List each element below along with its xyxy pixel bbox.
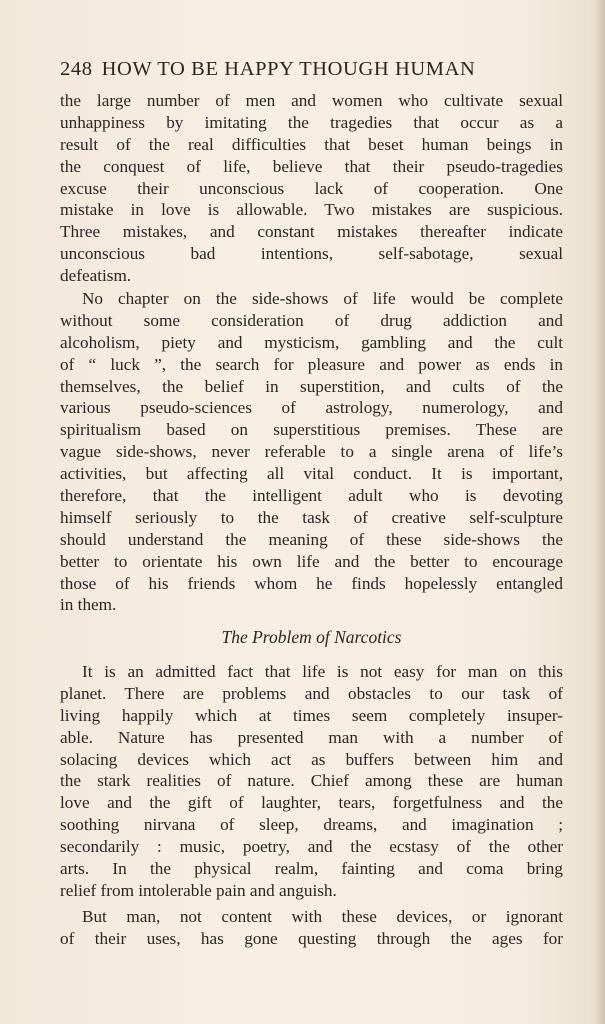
text-line: the large number of men and women who cultivate sexual <box>60 91 563 110</box>
paragraph-1 <box>60 90 563 287</box>
text-line: It is an admitted fact that life is not easy for man on this <box>82 662 563 681</box>
paragraph-2 <box>60 288 563 616</box>
section-heading: The Problem of Narcotics <box>221 627 402 647</box>
text-line: solacing devices which act as buffers between him and <box>60 749 563 769</box>
paragraph-4 <box>60 906 563 950</box>
text-line: soothing nirvana of sleep, dreams, and imagination ; <box>60 815 563 835</box>
text-line: those of his friends whom he finds hopelessly entangled <box>60 573 563 593</box>
text-line: defeatism. <box>60 266 132 286</box>
text-line: spiritualism based on superstitious premises. These are <box>60 420 563 440</box>
text-line: of their uses, has gone questing through the ages for <box>60 928 563 948</box>
text-line: But man, not content with these devices, or ignorant <box>82 907 563 926</box>
text-line: alcoholism, piety and mysticism, gambling and the cult <box>60 332 563 352</box>
text-line: himself seriously to the task of creative self-sculpture <box>60 507 563 527</box>
paragraph-3 <box>60 661 563 902</box>
text-line: themselves, the belief in superstition, and cults of the <box>60 376 563 396</box>
text-line: vague side-shows, never referable to a single arena of life’s <box>60 442 563 462</box>
text-line: activities, but affecting all vital conduct. It is important, <box>60 464 563 484</box>
text-line: in them. <box>60 595 117 615</box>
text-line: No chapter on the side-shows of life would be complete <box>82 289 563 308</box>
text-line: various pseudo-sciences of astrology, numerology, and <box>60 398 563 418</box>
text-line: should understand the meaning of these side-shows the <box>60 529 563 549</box>
text-line: arts. In the physical realm, fainting and coma bring <box>60 859 563 879</box>
text-line: unconscious bad intentions, self-sabotage, sexual <box>60 244 563 264</box>
text-line: excuse their unconscious lack of cooperation. One <box>60 178 563 198</box>
running-head: HOW TO BE HAPPY THOUGH HUMAN <box>101 58 476 80</box>
text-line: planet. There are problems and obstacles to our task of <box>60 683 563 703</box>
text-line: unhappiness by imitating the tragedies that occur as a <box>60 112 563 132</box>
text-line: Three mistakes, and constant mistakes thereafter indicate <box>60 222 563 242</box>
text-line: better to orientate his own life and the better to encourage <box>60 551 563 571</box>
text-line: able. Nature has presented man with a number of <box>60 727 563 747</box>
text-line: love and the gift of laughter, tears, forgetfulness and the <box>60 793 563 813</box>
text-line: result of the real difficulties that beset human beings in <box>60 134 563 154</box>
text-line: secondarily : music, poetry, and the ecstasy of the other <box>60 837 563 857</box>
text-line: the stark realities of nature. Chief among these are human <box>60 771 563 791</box>
page-header <box>60 56 568 82</box>
text-line: without some consideration of drug addiction and <box>60 310 563 330</box>
text-line: of “ luck ”, the search for pleasure and power as ends in <box>60 354 563 374</box>
text-line: relief from intolerable pain and anguish. <box>60 880 337 900</box>
page-number: 248 <box>60 58 93 80</box>
text-line: living happily which at times seem completely insuper- <box>60 705 563 725</box>
text-line: mistake in love is allowable. Two mistakes are suspicious. <box>60 200 563 220</box>
page-edge-shadow <box>595 0 605 1024</box>
text-line: therefore, that the intelligent adult who is devoting <box>60 486 563 506</box>
text-line: the conquest of life, believe that their pseudo-tragedies <box>60 156 563 176</box>
